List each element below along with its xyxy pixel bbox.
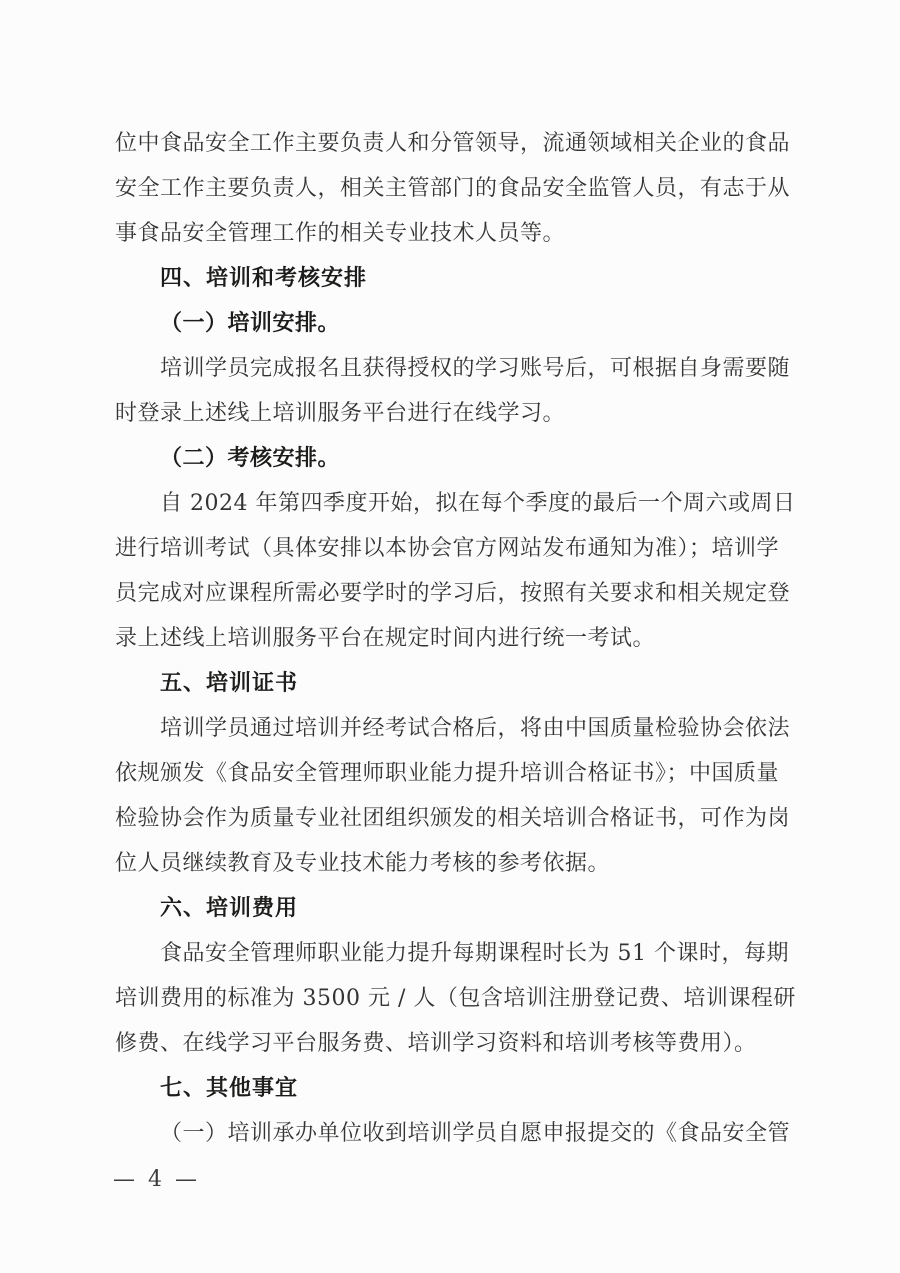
section-heading-training-fee: 六、培训费用 [160,896,299,921]
body-line: 位人员继续教育及专业技术能力考核的参考依据。 [115,851,611,876]
body-line: 食品安全管理师职业能力提升每期课程时长为 51 个课时，每期 [160,941,789,966]
section-heading-training-certificate: 五、培训证书 [160,671,299,696]
body-line: 安全工作主要负责人，相关主管部门的食品安全监管人员，有志于从 [115,176,791,201]
subsection-heading-training-arrangement: （一）培训安排。 [160,310,341,336]
body-line: 录上述线上培训服务平台在规定时间内进行统一考试。 [115,626,656,651]
page-footer: — 4 — [113,1167,200,1192]
section-heading-training-and-exam-arrangement: 四、培训和考核安排 [160,266,368,291]
body-line: 事食品安全管理工作的相关专业技术人员等。 [115,221,566,246]
body-line: 员完成对应课程所需必要学时的学习后，按照有关要求和相关规定登 [115,581,791,606]
body-line: 修费、在线学习平台服务费、培训学习资料和培训考核等费用）。 [115,1031,757,1056]
body-line: 位中食品安全工作主要负责人和分管领导，流通领域相关企业的食品 [115,131,791,156]
body-line: 时登录上述线上培训服务平台进行在线学习。 [115,401,566,426]
body-line: 进行培训考试（具体安排以本协会官方网站发布通知为准）；培训学 [115,536,780,561]
document-body [115,121,795,1156]
section-heading-other-matters: 七、其他事宜 [160,1076,299,1101]
body-line: 检验协会作为质量专业社团组织颁发的相关培训合格证书，可作为岗 [115,806,791,831]
body-line: （一）培训承办单位收到培训学员自愿申报提交的《食品安全管 [160,1121,791,1146]
body-line: 自 2024 年第四季度开始，拟在每个季度的最后一个周六或周日 [160,491,796,516]
body-line: 培训学员通过培训并经考试合格后，将由中国质量检验协会依法 [160,716,791,741]
body-line: 培训费用的标准为 3500 元 / 人（包含培训注册登记费、培训课程研 [115,986,796,1011]
subsection-heading-exam-arrangement: （二）考核安排。 [160,445,341,471]
body-line: 依规颁发《食品安全管理师职业能力提升培训合格证书》；中国质量 [115,761,780,786]
body-line: 培训学员完成报名且获得授权的学习账号后，可根据自身需要随 [160,356,791,381]
